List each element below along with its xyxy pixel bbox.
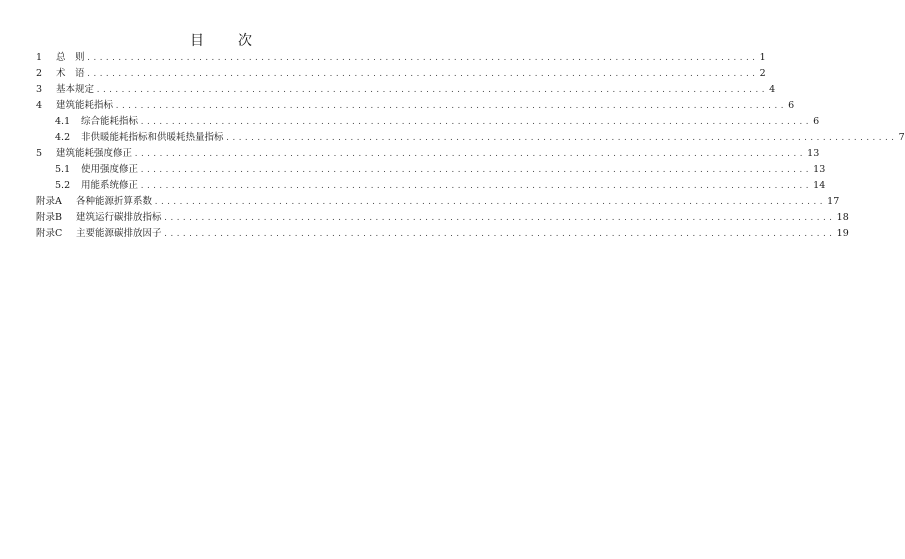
toc-entry-label: 术 语	[56, 68, 85, 79]
toc-entry-label: 用能系统修正	[81, 180, 139, 191]
toc-leader: ............................................................................................................	[140, 118, 812, 126]
toc-leader: ............................................................................................................	[163, 214, 835, 222]
toc-entry	[36, 67, 766, 82]
toc-entry	[55, 131, 905, 146]
toc-entry-label: 基本规定	[56, 84, 95, 95]
toc-entry-number: 5.1	[55, 164, 71, 175]
toc-entry-page: 6	[813, 116, 820, 127]
toc-leader: ............................................................................................................	[140, 166, 812, 174]
toc-entry-number: 附录C	[36, 228, 63, 239]
toc-entry-page: 4	[769, 84, 776, 95]
toc-entry	[36, 99, 795, 114]
toc-leader: ............................................................................................................	[86, 54, 758, 62]
toc-entry-page: 6	[788, 100, 795, 111]
toc-entry-number: 2	[36, 68, 43, 79]
toc-leader: ............................................................................................................	[86, 70, 758, 78]
toc-entry-page: 17	[827, 196, 840, 207]
toc-entry	[36, 147, 820, 162]
toc-leader: ............................................................................................................	[225, 134, 897, 142]
toc-leader: ............................................................................................................	[140, 182, 812, 190]
toc-entry-label: 总 则	[56, 52, 85, 63]
toc-entry-number: 5.2	[55, 180, 71, 191]
toc-entry-page: 13	[807, 148, 820, 159]
toc-entry	[55, 163, 826, 178]
toc-entry-label: 非供暖能耗指标和供暖耗热量指标	[81, 132, 224, 143]
toc-entry-label: 建筑能耗指标	[56, 100, 114, 111]
toc-entry	[36, 211, 849, 226]
toc-leader: ............................................................................................................	[134, 150, 806, 158]
toc-entry-number: 4.2	[55, 132, 71, 143]
toc-entry-page: 19	[836, 228, 849, 239]
page-title: 目 次	[190, 33, 262, 49]
toc-entry-page: 2	[759, 68, 766, 79]
toc-entry-page: 13	[813, 164, 826, 175]
toc-entry	[36, 227, 849, 242]
toc-entry-page: 14	[813, 180, 826, 191]
toc-leader: ............................................................................................................	[154, 198, 826, 206]
toc-entry	[55, 179, 826, 194]
toc-entry-number: 附录B	[36, 212, 62, 223]
toc-leader: ............................................................................................................	[115, 102, 787, 110]
toc-entry-label: 使用强度修正	[81, 164, 139, 175]
toc-entry-number: 4	[36, 100, 43, 111]
toc-entry-label: 建筑运行碳排放指标	[76, 212, 162, 223]
toc-entry-label: 综合能耗指标	[81, 116, 139, 127]
toc-entry-label: 主要能源碳排放因子	[76, 228, 162, 239]
toc-entry-number: 5	[36, 148, 43, 159]
toc-entry-label: 各种能源折算系数	[76, 196, 153, 207]
toc-entry-page: 1	[759, 52, 766, 63]
toc-entry-page: 18	[836, 212, 849, 223]
toc-leader: ............................................................................................................	[163, 230, 835, 238]
toc-leader: ............................................................................................................	[96, 86, 768, 94]
toc-entry-number: 附录A	[36, 196, 62, 207]
toc-entry-label: 建筑能耗强度修正	[56, 148, 133, 159]
toc-entry	[36, 51, 766, 66]
toc-entry-number: 3	[36, 84, 43, 95]
toc-entry-number: 1	[36, 52, 43, 63]
toc-entry-page: 7	[898, 132, 905, 143]
toc-entry	[36, 195, 840, 210]
toc-entry	[55, 115, 820, 130]
toc-entry-number: 4.1	[55, 116, 71, 127]
toc-entry	[36, 83, 776, 98]
